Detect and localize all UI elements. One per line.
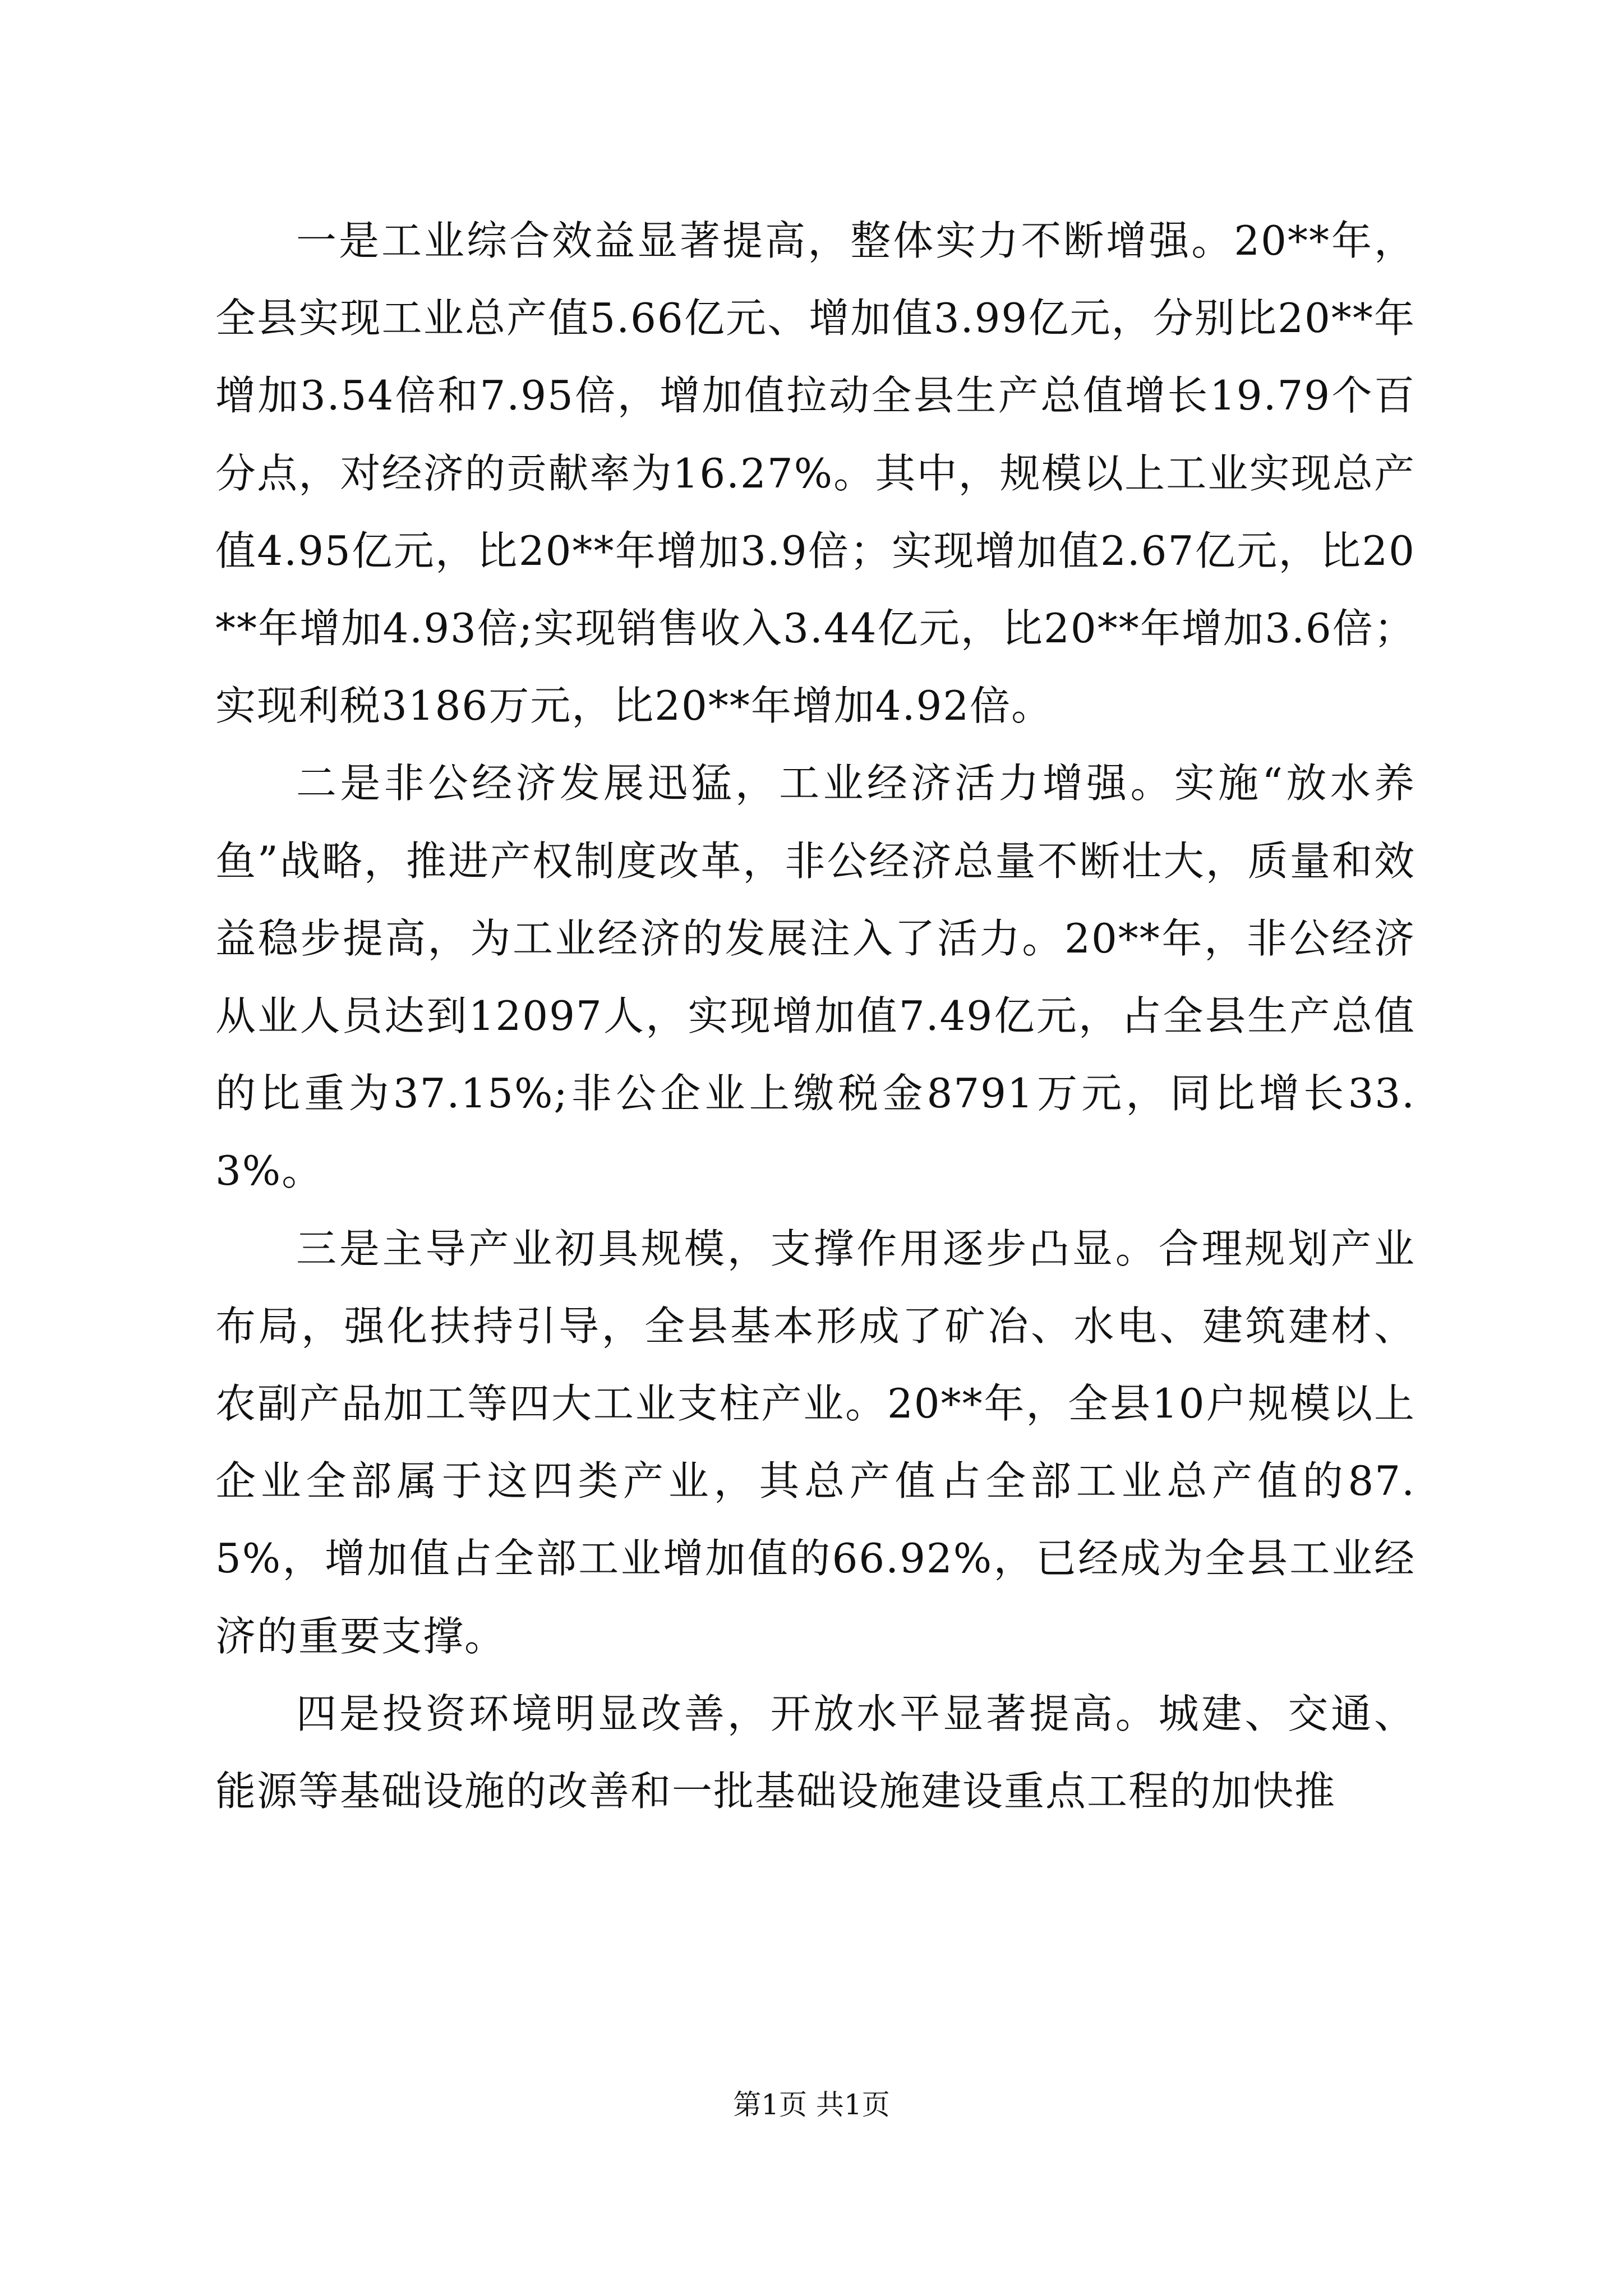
paragraph-industrial-benefits: 一是工业综合效益显著提高，整体实力不断增强。20**年，全县实现工业总产值5.66亿元、增加值3.99亿元，分别比20**年增加3.54倍和7.95倍，增加值拉动全县生产总值增长19.79个百分点，对经济的贡献率为16.27%。其中，规模以上工业实现总产值4.95亿元，比20**年增加3.9倍；实现增加值2.67亿元，比20**年增加4.93倍;实现销售收入3.44亿元，比20**年增加3.6倍；实现利税3186万元，比20**年增加4.92倍。 xyxy=(215,217,1415,730)
page-footer: 第1页 共1页 xyxy=(733,2088,890,2121)
paragraph-investment-environment: 四是投资环境明显改善，开放水平显著提高。城建、交通、能源等基础设施的改善和一批基础设施建设重点工程的加快推 xyxy=(215,1690,1415,1815)
paragraph-leading-industries: 三是主导产业初具规模，支撑作用逐步凸显。合理规划产业布局，强化扶持引导，全县基本形成了矿冶、水电、建筑建材、农副产品加工等四大工业支柱产业。20**年，全县10户规模以上企业全部属于这四类产业，其总产值占全部工业总产值的87.5%，增加值占全部工业增加值的66.92%，已经成为全县工业经济的重要支撑。 xyxy=(215,1225,1415,1660)
paragraph-non-public-economy: 二是非公经济发展迅猛，工业经济活力增强。实施“放水养鱼”战略，推进产权制度改革，非公经济总量不断壮大，质量和效益稳步提高，为工业经济的发展注入了活力。20**年，非公经济从业人员达到12097人，实现增加值7.49亿元，占全县生产总值的比重为37.15%;非公企业上缴税金8791万元，同比增长33.3%。 xyxy=(215,760,1415,1195)
document-body xyxy=(215,202,1415,1830)
